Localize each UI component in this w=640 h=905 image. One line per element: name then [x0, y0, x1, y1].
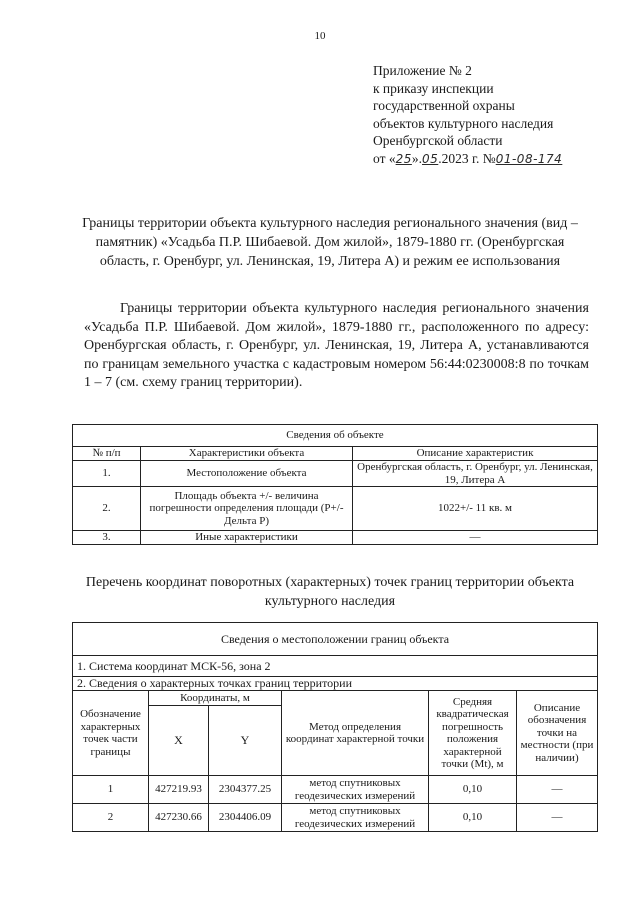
- characteristic-value: 1022+/- 11 кв. м: [353, 487, 598, 531]
- characteristic-name: Иные характеристики: [141, 531, 353, 545]
- boundary-paragraph: Границы территории объекта культурного наследия регионального значения «Усадьба П.Р. Шибаевой. Дом жилой», 1879-1880 гг., расположенного по адресу: Оренбургская область, г. Оренбург, ул. Ленинская, 19, Литера А, устанавливаются по границам земельного участка с кадастровым номером 56:44:0230008:8 по точкам 1 – 7 (см. схему границ территории).: [84, 301, 589, 391]
- appendix-line: к приказу инспекции: [373, 80, 494, 96]
- appendix-line: Приложение № 2: [373, 63, 472, 78]
- coordinates-table-caption: Сведения о местоположении границ объекта: [73, 623, 598, 656]
- appendix-block: [373, 62, 562, 168]
- column-header: Характеристики объекта: [141, 447, 353, 461]
- header-error: Средняя квадратическая погрешность положения характерной точки (Mt), м: [429, 691, 517, 776]
- header-x: X: [149, 706, 209, 776]
- appendix-line: государственной охраны: [373, 98, 515, 113]
- characteristic-name: Местоположение объекта: [141, 461, 353, 487]
- header-y: Y: [209, 706, 282, 776]
- coordinates-table: [72, 622, 598, 832]
- date-mid: ».: [411, 150, 423, 166]
- point-id: 2: [73, 804, 149, 832]
- coord-x: 427219.93: [149, 776, 209, 804]
- object-table-caption: Сведения об объекте: [73, 425, 598, 447]
- characteristic-value: —: [353, 531, 598, 545]
- point-error: 0,10: [429, 804, 517, 832]
- coord-x: 427230.66: [149, 804, 209, 832]
- object-info-table: [72, 424, 598, 545]
- header-method: Метод определения координат характерной точки: [282, 691, 429, 776]
- order-date-line: [373, 150, 562, 169]
- point-description: —: [517, 776, 598, 804]
- characteristic-value: Оренбургская область, г. Оренбург, ул. Ленинская, 19, Литера А: [353, 461, 598, 487]
- handwritten-order-number: 01-08-174: [495, 151, 563, 166]
- appendix-line: Оренбургской области: [373, 133, 503, 148]
- page-number: 10: [314, 30, 326, 42]
- header-designation: Обозначение характерных точек части границы: [73, 691, 149, 776]
- document-title: Границы территории объекта культурного наследия регионального значения (вид – памятник) «Усадьба П.Р. Шибаевой. Дом жилой», 1879-1880 гг. (Оренбургская область, г. Оренбург, ул. Ленинская, 19, Литера А) и режим ее использования: [82, 216, 578, 269]
- point-method: метод спутниковых геодезических измерений: [282, 804, 429, 832]
- header-description: Описание обозначения точки на местности (при наличии): [517, 691, 598, 776]
- row-number: 3.: [73, 531, 141, 545]
- coord-y: 2304406.09: [209, 804, 282, 832]
- date-year: .2023 г. №: [438, 150, 496, 166]
- characteristic-name: Площадь объекта +/- величина погрешности определения площади (P+/- Дельта P): [141, 487, 353, 531]
- points-caption: 2. Сведения о характерных точках границ территории: [73, 677, 598, 691]
- point-description: —: [517, 804, 598, 832]
- date-prefix: от «: [373, 150, 396, 166]
- coordinates-title: Перечень координат поворотных (характерных) точек границ территории объекта культурного наследия: [85, 575, 575, 609]
- handwritten-month: 05: [422, 151, 439, 166]
- point-method: метод спутниковых геодезических измерений: [282, 776, 429, 804]
- column-header: Описание характеристик: [353, 447, 598, 461]
- handwritten-day: 25: [395, 151, 412, 166]
- row-number: 2.: [73, 487, 141, 531]
- appendix-line: объектов культурного наследия: [373, 115, 554, 131]
- point-error: 0,10: [429, 776, 517, 804]
- coordinate-system: 1. Система координат МСК-56, зона 2: [73, 656, 598, 677]
- row-number: 1.: [73, 461, 141, 487]
- column-header: № п/п: [73, 447, 141, 461]
- header-coordinates: Координаты, м: [149, 691, 282, 706]
- point-id: 1: [73, 776, 149, 804]
- coord-y: 2304377.25: [209, 776, 282, 804]
